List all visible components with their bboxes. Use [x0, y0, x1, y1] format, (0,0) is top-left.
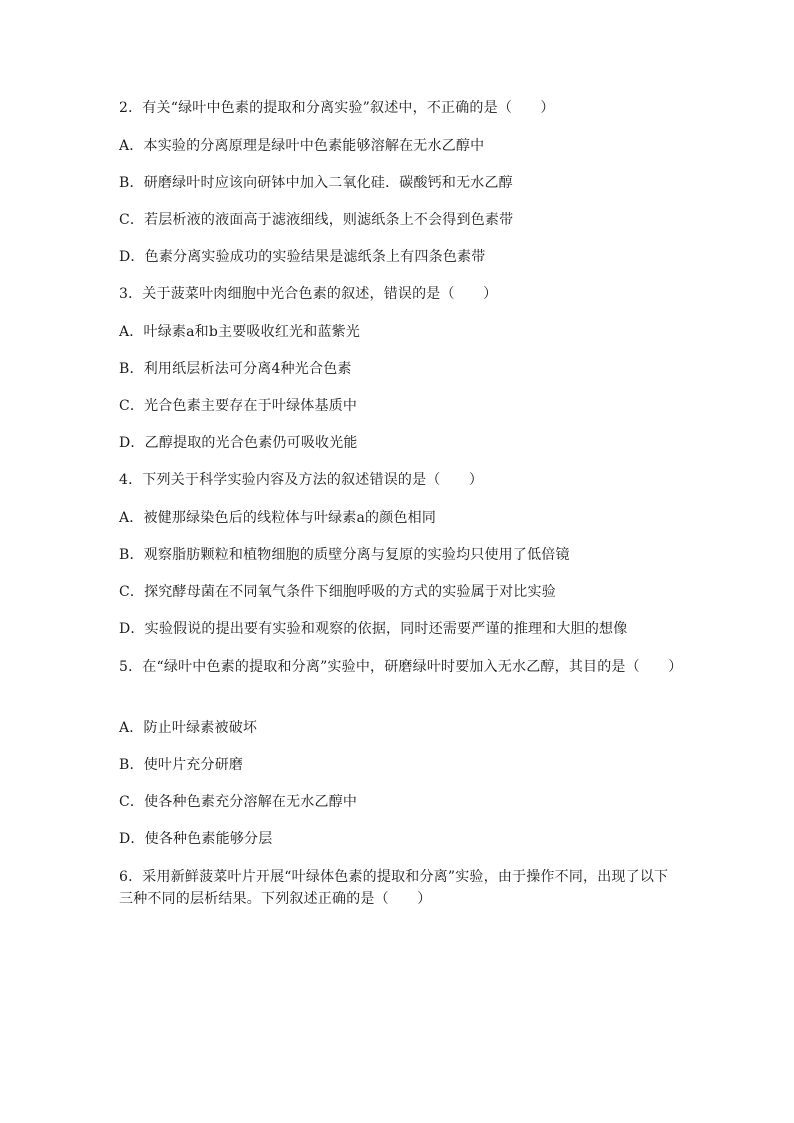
question-2-option-c: C．若层析液的液面高于滤液细线，则滤纸条上不会得到色素带: [119, 212, 514, 228]
question-3-option-d: D．乙醇提取的光合色素仍可吸收光能: [119, 435, 358, 451]
question-2-stem: 2．有关“绿叶中色素的提取和分离实验”叙述中，不正确的是（ ）: [119, 100, 555, 116]
question-5-option-b: B．使叶片充分研磨: [119, 757, 244, 773]
question-5-option-c: C．使各种色素充分溶解在无水乙醇中: [119, 794, 358, 810]
question-3-stem: 3．关于菠菜叶肉细胞中光合色素的叙述，错误的是（ ）: [119, 286, 498, 302]
question-5-option-d: D．使各种色素能够分层: [119, 831, 273, 847]
question-2-option-a: A．本实验的分离原理是绿叶中色素能够溶解在无水乙醇中: [119, 138, 485, 154]
question-2-option-b: B．研磨绿叶时应该向研钵中加入二氧化硅．碳酸钙和无水乙醇: [119, 175, 513, 191]
question-4-stem: 4．下列关于科学实验内容及方法的叙述错误的是（ ）: [119, 472, 484, 488]
question-4-option-c: C．探究酵母菌在不同氧气条件下细胞呼吸的方式的实验属于对比实验: [119, 584, 556, 600]
question-4-option-d: D．实验假说的提出要有实验和观察的依据，同时还需要严谨的推理和大胆的想像: [119, 621, 628, 637]
question-5-option-a: A．防止叶绿素被破坏: [119, 720, 258, 736]
question-6-stem: 6．采用新鲜菠菜叶片开展“叶绿体色素的提取和分离”实验，由于操作不同，出现了以下三种不同的层析结果。下列叙述正确的是（ ）: [119, 869, 669, 907]
question-2-option-d: D．色素分离实验成功的实验结果是滤纸条上有四条色素带: [119, 249, 486, 265]
question-4-option-a: A．被健那绿染色后的线粒体与叶绿素a的颜色相同: [119, 510, 437, 526]
question-5-stem: 5．在“绿叶中色素的提取和分离”实验中，研磨绿叶时要加入无水乙醇，其目的是（ ）: [119, 659, 683, 675]
question-3-option-a: A．叶绿素a和b主要吸收红光和蓝紫光: [119, 324, 361, 340]
question-4-option-b: B．观察脂肪颗粒和植物细胞的质壁分离与复原的实验均只使用了低倍镜: [119, 547, 570, 563]
question-3-option-c: C．光合色素主要存在于叶绿体基质中: [119, 398, 358, 414]
question-3-option-b: B．利用纸层析法可分离4种光合色素: [119, 361, 352, 377]
